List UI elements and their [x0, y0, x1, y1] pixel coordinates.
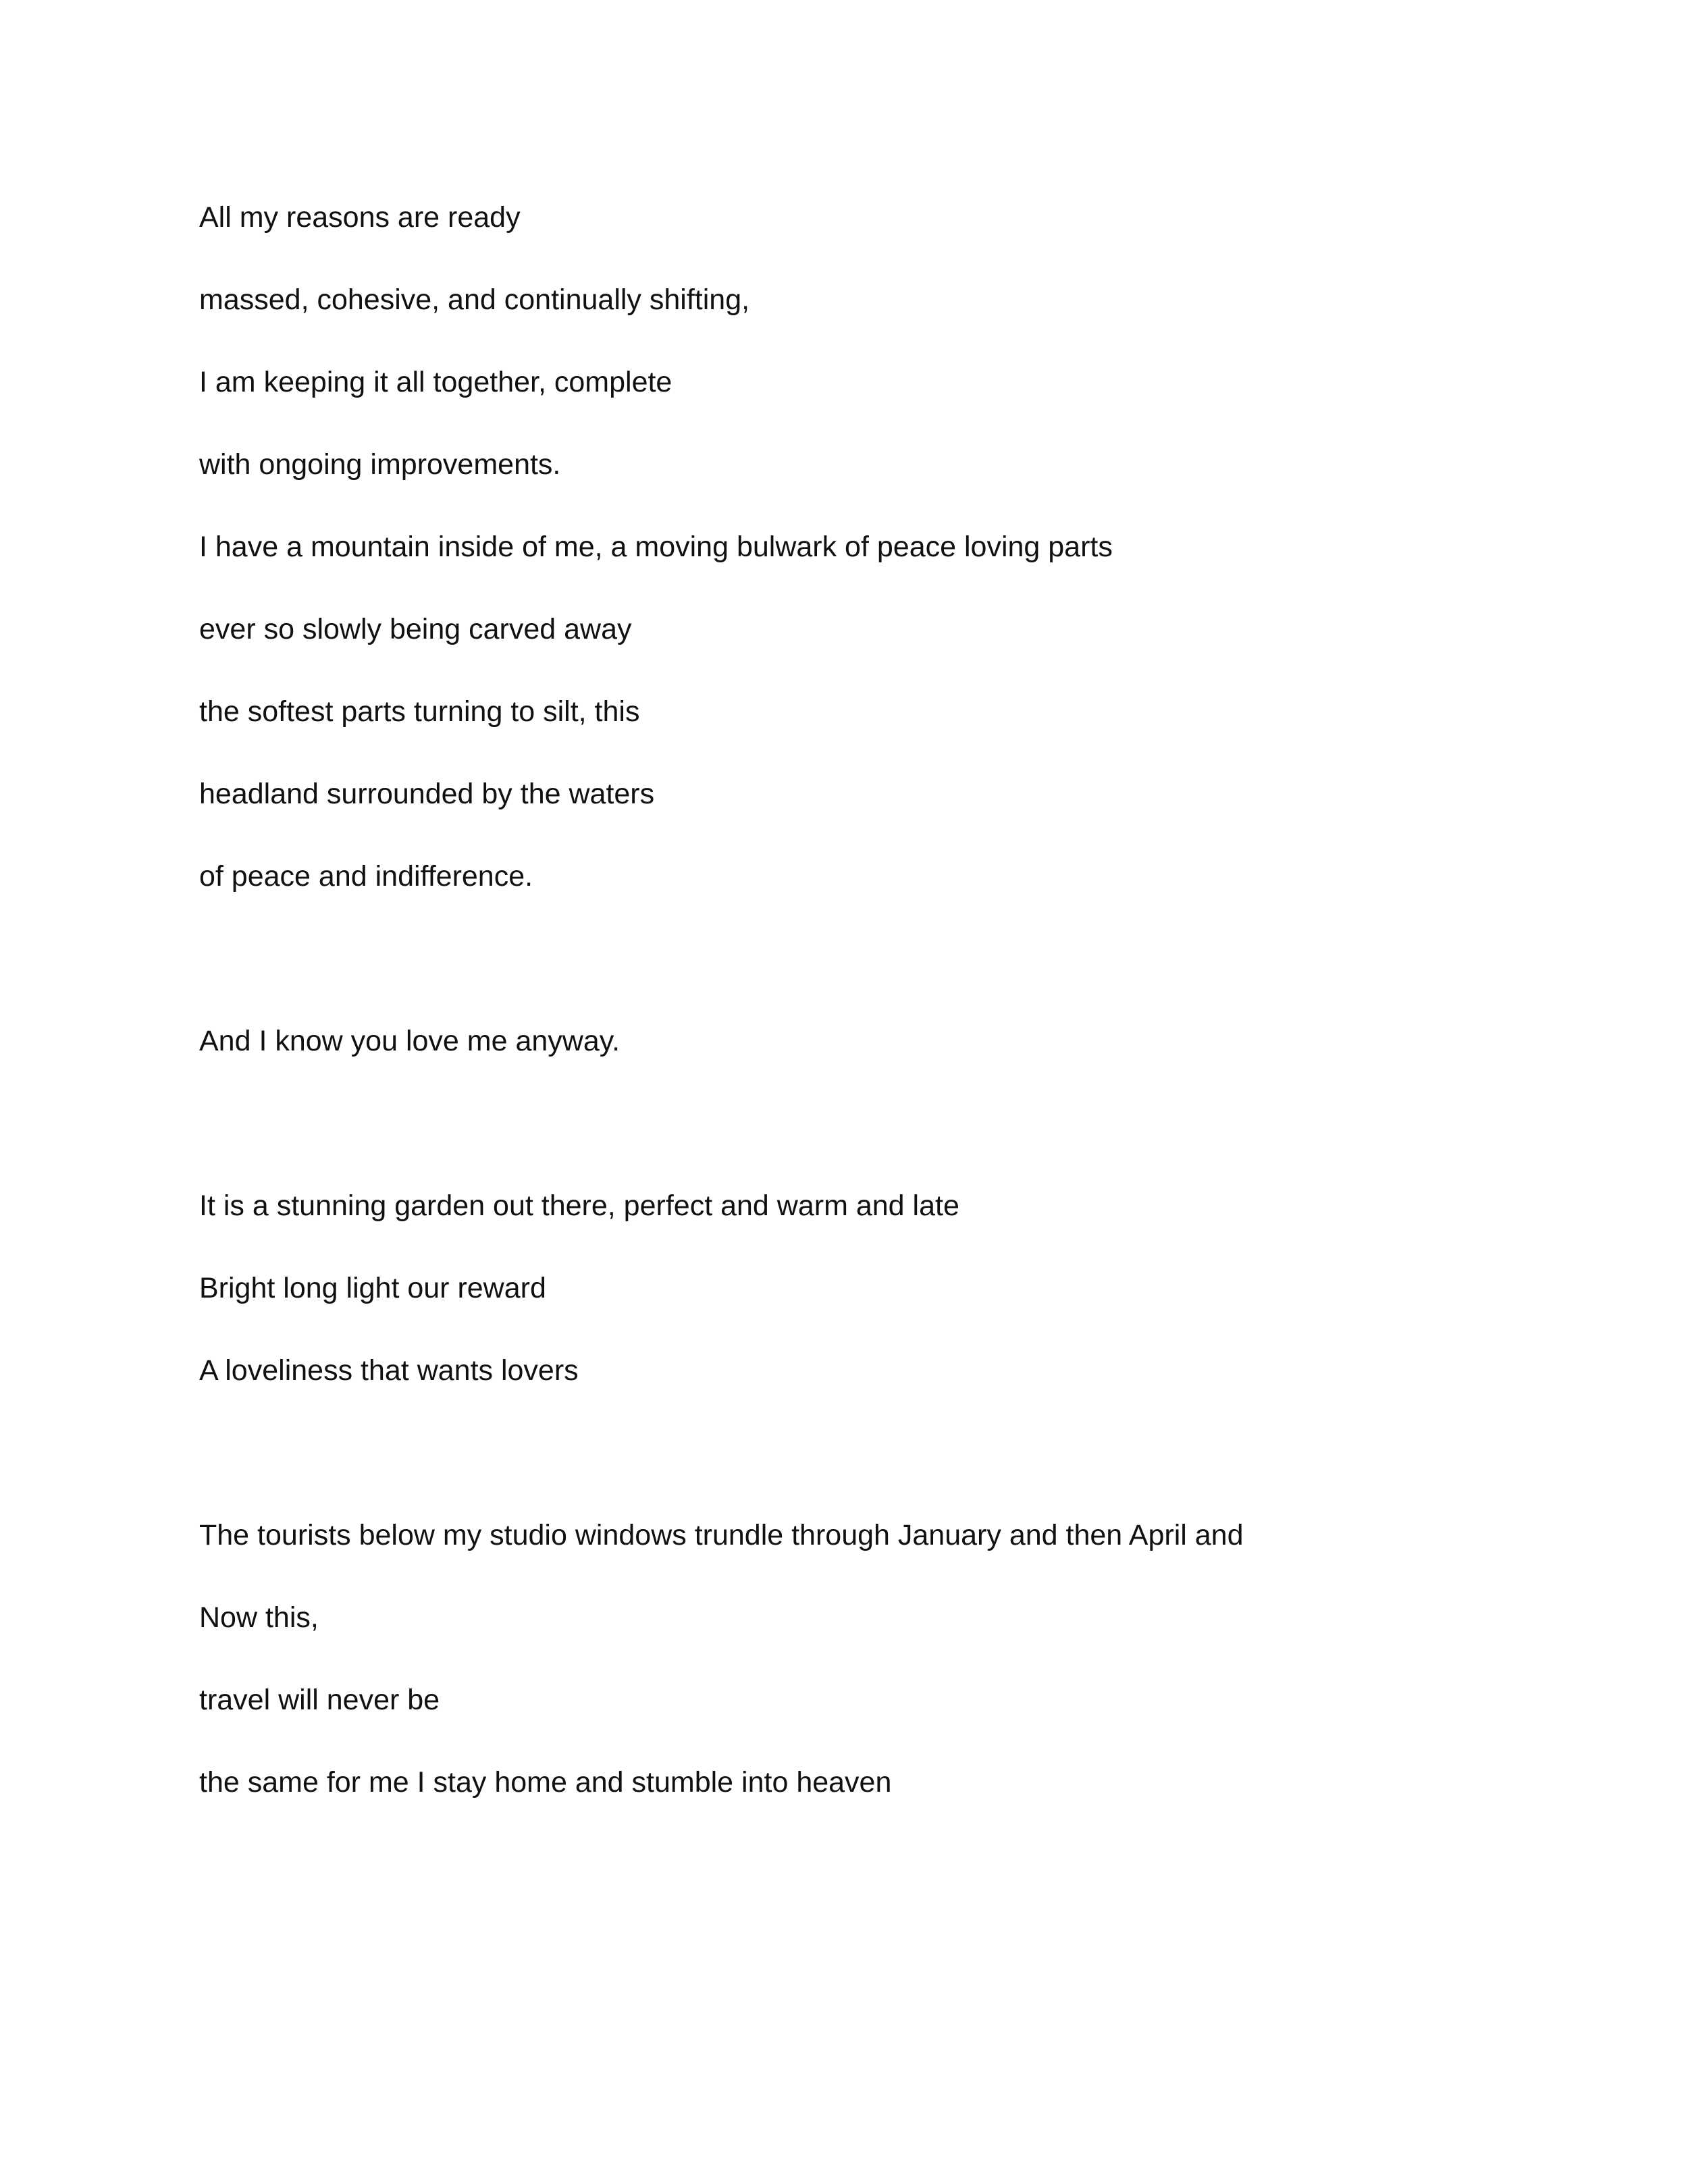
poem-line: massed, cohesive, and continually shifting, — [199, 284, 750, 316]
poem-line: And I know you love me anyway. — [199, 1025, 621, 1057]
poem-line: The tourists below my studio windows trundle through January and then April and — [199, 1519, 1244, 1551]
poem-line: of peace and indifference. — [199, 860, 533, 893]
poem-line: Now this, — [199, 1601, 319, 1634]
poem-line: It is a stunning garden out there, perfect and warm and late — [199, 1190, 959, 1222]
poem-line: ever so slowly being carved away — [199, 613, 632, 645]
poem-line: I have a mountain inside of me, a moving bulwark of peace loving parts — [199, 531, 1113, 563]
poem-line: headland surrounded by the waters — [199, 778, 655, 810]
poem-line: the softest parts turning to silt, this — [199, 695, 640, 728]
poem-line: I am keeping it all together, complete — [199, 366, 672, 398]
poem-line: travel will never be — [199, 1684, 440, 1716]
poem-line: with ongoing improvements. — [199, 448, 561, 481]
poem-line: the same for me I stay home and stumble into heaven — [199, 1766, 892, 1799]
poem-line: A loveliness that wants lovers — [199, 1354, 579, 1387]
poem-line: Bright long light our reward — [199, 1272, 546, 1304]
poem-line: All my reasons are ready — [199, 201, 521, 234]
